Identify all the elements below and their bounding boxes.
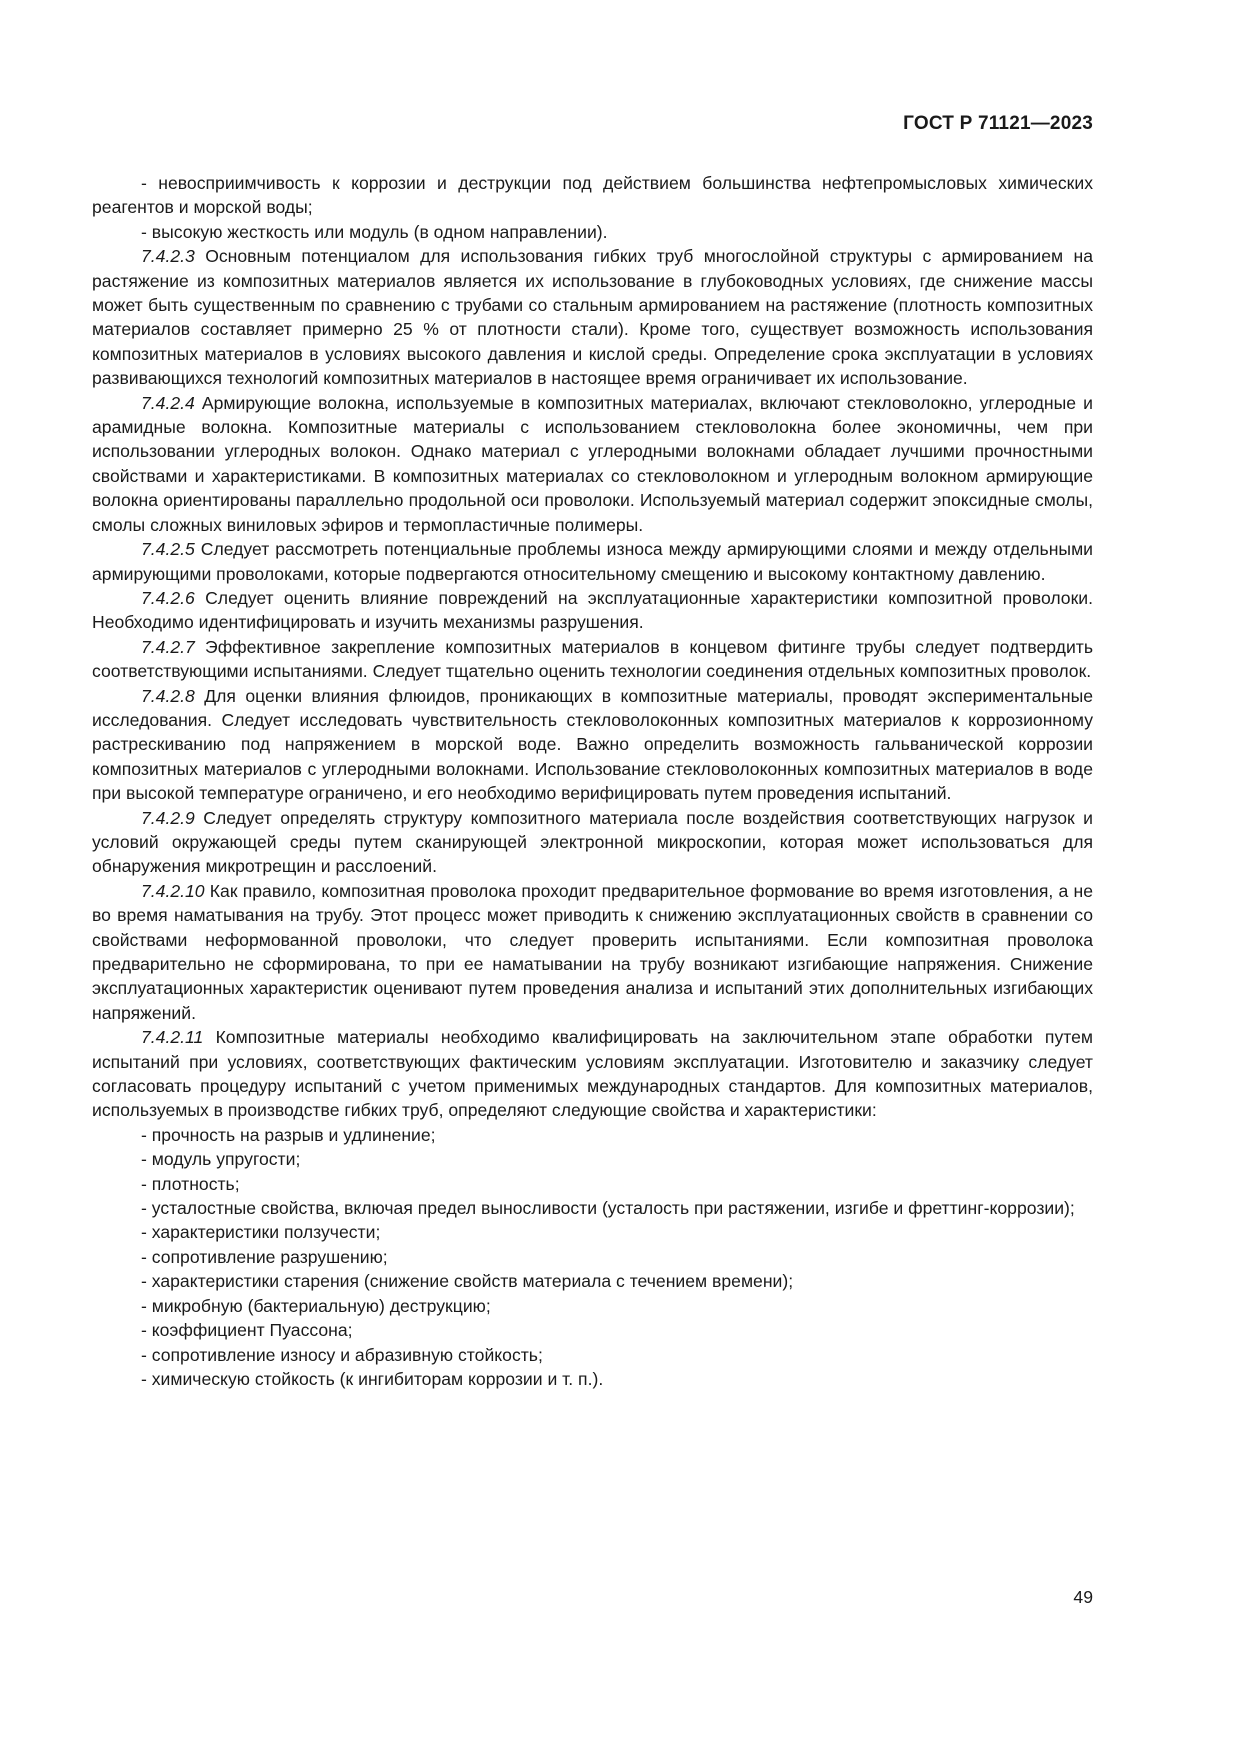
- list-item: [92, 1172, 1093, 1196]
- paragraph-text: Эффективное закрепление композитных материалов в концевом фитинге трубы следует подтвердить соответствующими испытаниями. Следует тщательно оценить технологии соединения отдельных композитных проволок.: [92, 636, 1093, 682]
- clause-7-4-2-9: [92, 806, 1093, 879]
- paragraph-text: Следует определять структуру композитного материала после воздействия соответствующих нагрузок и условий окружающей среды путем сканирующей электронной микроскопии, которая может использоваться для обнаружения микротрещин и расслоений.: [92, 807, 1093, 877]
- page-number: 49: [1073, 1587, 1093, 1607]
- document-body: [92, 171, 1093, 1391]
- clause-7-4-2-10: [92, 879, 1093, 1025]
- paragraph-text: - характеристики старения (снижение свойств материала с течением времени);: [141, 1271, 794, 1292]
- list-item: [92, 171, 1093, 220]
- clause-number: 7.4.2.10: [141, 880, 205, 901]
- list-item: [92, 1147, 1093, 1171]
- clause-7-4-2-7: [92, 635, 1093, 684]
- paragraph-text: - прочность на разрыв и удлинение;: [141, 1124, 436, 1145]
- clause-7-4-2-6: [92, 586, 1093, 635]
- list-item: [92, 1269, 1093, 1293]
- list-item: [92, 1294, 1093, 1318]
- clause-7-4-2-3: [92, 244, 1093, 390]
- clause-number: 7.4.2.11: [141, 1027, 204, 1048]
- list-item: [92, 220, 1093, 244]
- clause-number: 7.4.2.7: [141, 636, 195, 657]
- paragraph-text: - характеристики ползучести;: [141, 1222, 381, 1243]
- clause-number: 7.4.2.9: [141, 807, 195, 828]
- list-item: [92, 1318, 1093, 1342]
- clause-7-4-2-11: [92, 1025, 1093, 1123]
- paragraph-text: - плотность;: [141, 1173, 240, 1194]
- list-item: [92, 1245, 1093, 1269]
- document-code-header: ГОСТ Р 71121—2023: [903, 113, 1093, 134]
- paragraph-text: Следует оценить влияние повреждений на эксплуатационные характеристики композитной проволоки. Необходимо идентифицировать и изучить механизмы разрушения.: [92, 587, 1093, 633]
- paragraph-text: - усталостные свойства, включая предел выносливости (усталость при растяжении, изгибе и фреттинг-коррозии);: [141, 1198, 1075, 1219]
- paragraph-text: Как правило, композитная проволока проходит предварительное формование во время изготовления, а не во время наматывания на трубу. Этот процесс может приводить к снижению эксплуатационных свойств в сравнении со свойствами неформованной проволоки, что следует проверить испытаниями. Если композитная проволока предварительно не сформирована, то при ее наматывании на трубу возникают изгибающие напряжения. Снижение эксплуатационных характеристик оценивают путем проведения анализа и испытаний этих дополнительных изгибающих напряжений.: [92, 880, 1093, 1023]
- paragraph-text: Армирующие волокна, используемые в композитных материалах, включают стекловолокно, углеродные и арамидные волокна. Композитные материалы с использованием стекловолокна более экономичны, чем при использовании углеродных волокон. Однако материал с углеродными волокнами обладает лучшими прочностными свойствами и характеристиками. В композитных материалах со стекловолокном и углеродным волокном армирующие волокна ориентированы параллельно продольной оси проволоки. Используемый материал содержит эпоксидные смолы, смолы сложных виниловых эфиров и термопластичные полимеры.: [92, 392, 1093, 535]
- paragraph-text: Для оценки влияния флюидов, проникающих в композитные материалы, проводят экспериментальные исследования. Следует исследовать чувствительность стекловолоконных композитных материалов к коррозионному растрескиванию под напряжением в морской воде. Важно определить возможность гальванической коррозии композитных материалов с углеродными волокнами. Использование стекловолоконных композитных материалов в воде при высокой температуре ограничено, и его необходимо верифицировать путем проведения испытаний.: [92, 685, 1094, 804]
- paragraph-text: - невосприимчивость к коррозии и деструкции под действием большинства нефтепромысловых химических реагентов и морской воды;: [92, 173, 1093, 218]
- list-item: [92, 1367, 1093, 1391]
- paragraph-text: - высокую жесткость или модуль (в одном направлении).: [141, 221, 608, 242]
- paragraph-text: - коэффициент Пуассона;: [141, 1320, 353, 1341]
- paragraph-text: Композитные материалы необходимо квалифицировать на заключительном этапе обработки путем испытаний при условиях, соответствующих фактическим условиям эксплуатации. Изготовителю и заказчику следует согласовать процедуру испытаний с учетом применимых международных стандартов. Для композитных материалов, используемых в производстве гибких труб, определяют следующие свойства и характеристики:: [92, 1027, 1093, 1121]
- list-item: [92, 1123, 1093, 1147]
- clause-7-4-2-4: [92, 391, 1093, 537]
- paragraph-text: Следует рассмотреть потенциальные проблемы износа между армирующими слоями и между отдельными армирующими проволоками, которые подвергаются относительному смещению и высокому контактному давлению.: [92, 539, 1094, 584]
- paragraph-text: - сопротивление разрушению;: [141, 1246, 388, 1267]
- clause-number: 7.4.2.5: [141, 539, 195, 560]
- clause-number: 7.4.2.3: [141, 246, 195, 267]
- clause-7-4-2-5: [92, 537, 1093, 586]
- paragraph-text: Основным потенциалом для использования гибких труб многослойной структуры с армированием на растяжение из композитных материалов является их использование в глубоководных условиях, где снижение массы может быть существенным по сравнению с трубами со стальным армированием на растяжение (плотность композитных материалов составляет примерно 25 % от плотности стали). Кроме того, существует возможность использования композитных материалов в условиях высокого давления и кислой среды. Определение срока эксплуатации в условиях развивающихся технологий композитных материалов в настоящее время ограничивает их использование.: [92, 246, 1093, 389]
- clause-7-4-2-8: [92, 684, 1093, 806]
- paragraph-text: - модуль упругости;: [141, 1149, 301, 1170]
- clause-number: 7.4.2.8: [141, 685, 195, 706]
- list-item: [92, 1220, 1093, 1244]
- paragraph-text: - химическую стойкость (к ингибиторам коррозии и т. п.).: [141, 1368, 604, 1389]
- clause-number: 7.4.2.6: [141, 587, 195, 608]
- list-item: [92, 1196, 1093, 1220]
- list-item: [92, 1343, 1093, 1367]
- clause-number: 7.4.2.4: [141, 392, 195, 413]
- paragraph-text: - сопротивление износу и абразивную стойкость;: [141, 1344, 543, 1365]
- paragraph-text: - микробную (бактериальную) деструкцию;: [141, 1295, 491, 1316]
